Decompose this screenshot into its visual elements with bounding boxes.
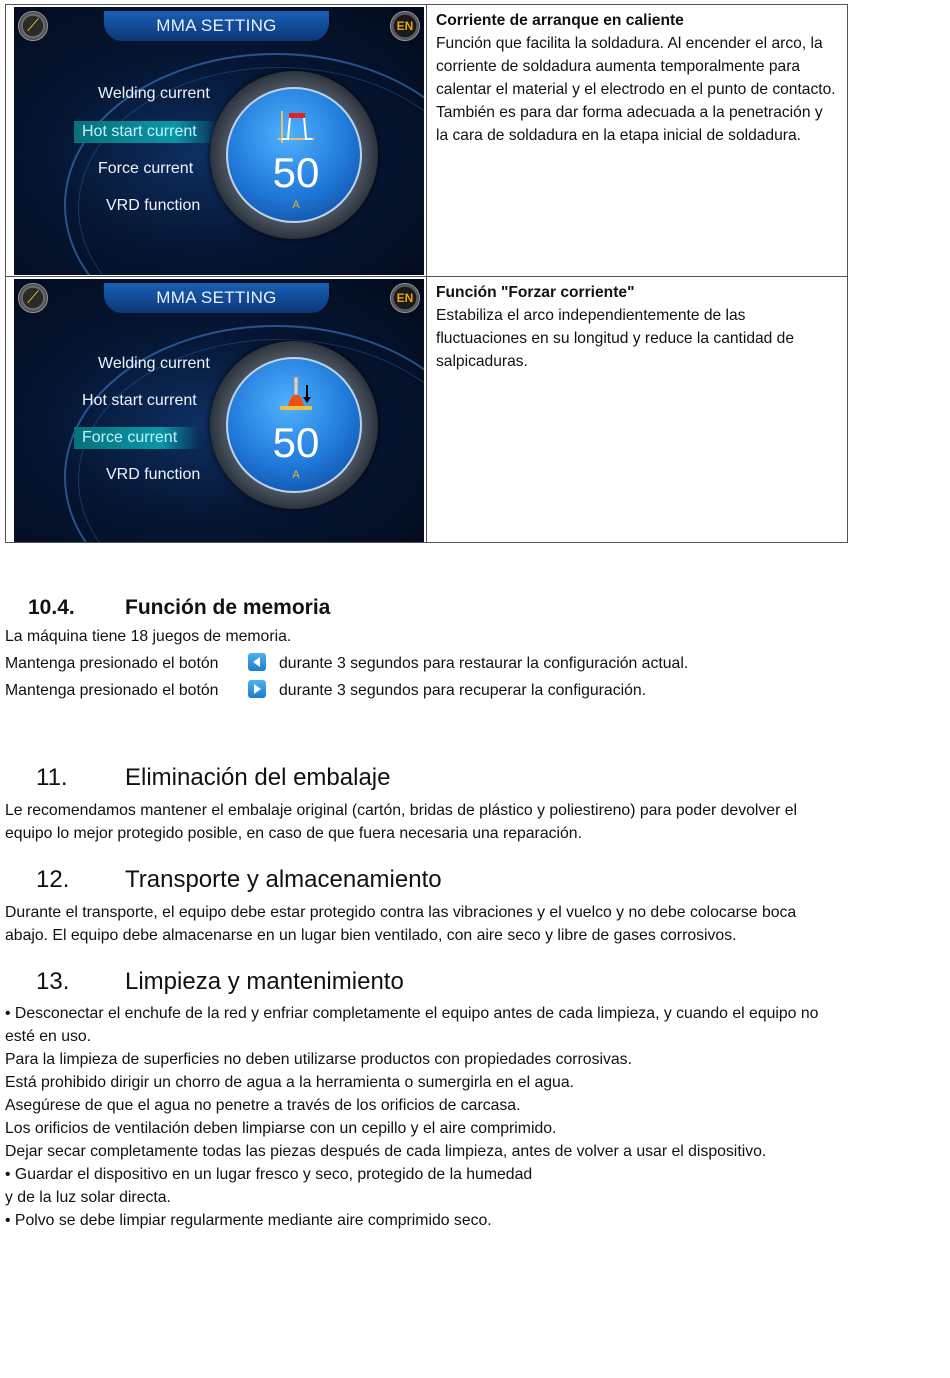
menu-force-current: Force current bbox=[74, 427, 199, 449]
table-divider bbox=[426, 5, 427, 542]
welding-torch-icon: ⟋ bbox=[18, 283, 48, 313]
section-number: 12. bbox=[36, 866, 70, 893]
left-arrow-button-icon bbox=[248, 653, 266, 671]
cell-title: Función "Forzar corriente" bbox=[436, 284, 635, 301]
value-dial bbox=[210, 341, 378, 509]
screen-title: MMA SETTING bbox=[104, 283, 329, 313]
section-13-body bbox=[5, 1002, 905, 1232]
section-title: Limpieza y mantenimiento bbox=[125, 968, 404, 995]
memory-line-3-post: durante 3 segundos para recuperar la configuración. bbox=[279, 682, 647, 699]
paragraph-line: equipo lo mejor protegido posible, en caso de que fuera necesaria una reparación. bbox=[5, 825, 582, 842]
memory-line-2-pre: Mantenga presionado el botón bbox=[5, 655, 219, 672]
menu-welding-current: Welding current bbox=[98, 355, 210, 372]
cell-text: Estabiliza el arco independientemente de las fluctuaciones en su longitud y reduce la cantidad de salpicaduras. bbox=[436, 307, 795, 370]
section-number: 13. bbox=[36, 968, 70, 995]
settings-table bbox=[5, 4, 848, 543]
paragraph-line: • Polvo se debe limpiar regularmente mediante aire comprimido seco. bbox=[5, 1212, 492, 1229]
menu-hot-start-current: Hot start current bbox=[82, 392, 197, 409]
section-heading-13 bbox=[36, 968, 404, 996]
memory-line-2-post: durante 3 segundos para restaurar la configuración actual. bbox=[279, 655, 689, 672]
arc-force-icon bbox=[274, 375, 318, 415]
cell-text: Función que facilita la soldadura. Al encender el arco, la corriente de soldadura aumenta temporalmente para calentar el material y el electrodo en el punto de contacto. También es para dar forma adecuada a la penetración y la cara de soldadura en la etapa inicial de soldadura. bbox=[436, 35, 836, 144]
hot-start-waveform-icon bbox=[274, 105, 318, 145]
mma-screen-hot-start bbox=[14, 7, 424, 275]
screen-title: MMA SETTING bbox=[104, 11, 329, 41]
cell-description bbox=[436, 281, 838, 373]
menu-force-current: Force current bbox=[98, 160, 194, 177]
paragraph-line: Asegúrese de que el agua no penetre a través de los orificios de carcasa. bbox=[5, 1097, 521, 1114]
paragraph-line: Durante el transporte, el equipo debe estar protegido contra las vibraciones y el vuelco y no debe colocarse boca bbox=[5, 904, 797, 921]
section-12-body bbox=[5, 901, 905, 947]
language-button: EN bbox=[390, 11, 420, 41]
welding-torch-icon: ⟋ bbox=[18, 11, 48, 41]
section-title: Transporte y almacenamiento bbox=[125, 866, 442, 893]
section-heading-12 bbox=[36, 866, 442, 894]
section-heading-11 bbox=[36, 764, 390, 792]
paragraph-line: Para la limpieza de superficies no deben utilizarse productos con propiedades corrosivas. bbox=[5, 1051, 632, 1068]
cell-title: Corriente de arranque en caliente bbox=[436, 12, 684, 29]
mma-screen-force-current bbox=[14, 279, 424, 542]
paragraph-line: esté en uso. bbox=[5, 1028, 92, 1045]
cell-description bbox=[436, 9, 838, 147]
menu-hot-start-current: Hot start current bbox=[74, 121, 219, 143]
dial-value: 50 bbox=[272, 149, 320, 196]
memory-line-3-pre: Mantenga presionado el botón bbox=[5, 682, 219, 699]
section-title: Eliminación del embalaje bbox=[125, 764, 391, 791]
menu-vrd-function: VRD function bbox=[106, 466, 201, 483]
paragraph-line: Dejar secar completamente todas las piezas después de cada limpieza, antes de volver a usar el dispositivo. bbox=[5, 1143, 767, 1160]
paragraph-line: Le recomendamos mantener el embalaje original (cartón, bridas de plástico y poliestireno) para poder devolver el bbox=[5, 802, 798, 819]
menu-vrd-function: VRD function bbox=[106, 197, 201, 214]
dial-value: 50 bbox=[272, 419, 320, 466]
paragraph-line: • Desconectar el enchufe de la red y enfriar completamente el equipo antes de cada limpieza, y cuando el equipo no bbox=[5, 1005, 819, 1022]
memory-line-1: La máquina tiene 18 juegos de memoria. bbox=[5, 628, 292, 645]
section-title: Función de memoria bbox=[125, 596, 331, 619]
section-number: 11. bbox=[36, 764, 68, 791]
paragraph-line: y de la luz solar directa. bbox=[5, 1189, 171, 1206]
paragraph-line: abajo. El equipo debe almacenarse en un lugar bien ventilado, con aire seco y libre de gases corrosivos. bbox=[5, 927, 737, 944]
section-11-body bbox=[5, 799, 905, 845]
right-arrow-button-icon bbox=[248, 680, 266, 698]
section-number: 10.4. bbox=[28, 596, 75, 619]
section-heading-10-4 bbox=[28, 596, 330, 620]
dial-unit: A bbox=[292, 469, 300, 481]
value-dial bbox=[210, 71, 378, 239]
menu-welding-current: Welding current bbox=[98, 85, 210, 102]
paragraph-line: • Guardar el dispositivo en un lugar fresco y seco, protegido de la humedad bbox=[5, 1166, 533, 1183]
dial-unit: A bbox=[292, 199, 300, 211]
language-button: EN bbox=[390, 283, 420, 313]
paragraph-line: Está prohibido dirigir un chorro de agua a la herramienta o sumergirla en el agua. bbox=[5, 1074, 575, 1091]
paragraph-line: Los orificios de ventilación deben limpiarse con un cepillo y el aire comprimido. bbox=[5, 1120, 557, 1137]
